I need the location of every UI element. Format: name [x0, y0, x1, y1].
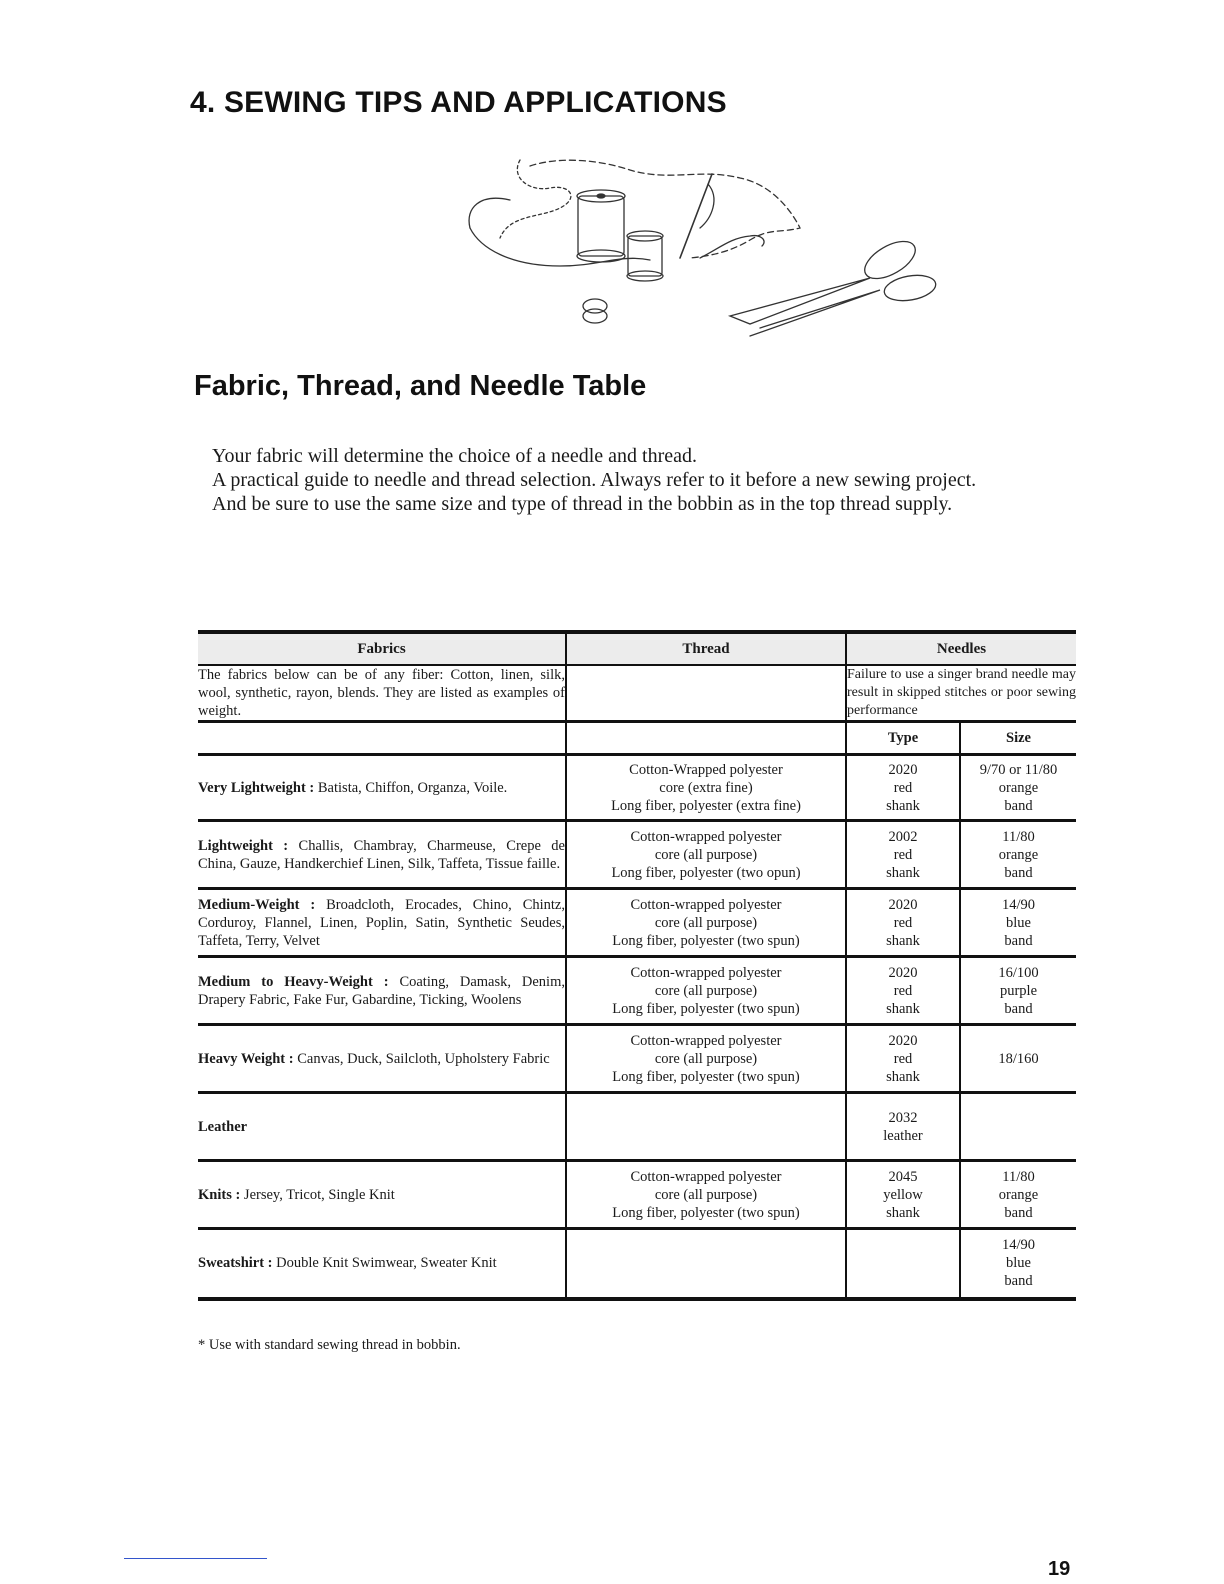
needle-size-cell-line: 18/160 — [998, 1050, 1039, 1067]
needle-type-cell-line: 2045 — [888, 1168, 918, 1185]
page-number: 19 — [1048, 1558, 1071, 1580]
needle-type-cell-line: shank — [886, 1204, 920, 1221]
needle-size-cell — [960, 755, 1076, 821]
thread-cell-line: core (all purpose) — [654, 914, 758, 931]
needle-type-cell-line: 2002 — [888, 828, 918, 845]
needle-size-cell-line: purple — [999, 982, 1038, 999]
needle-type-cell-line: red — [893, 846, 913, 863]
needle-size-cell-line: band — [1004, 1204, 1033, 1221]
needle-size-cell-line: orange — [998, 846, 1039, 863]
needle-size-cell — [960, 889, 1076, 957]
fabric-examples: Challis, Chambray, Charmeuse, Crepe de China, Gauze, Handkerchief Linen, Silk, Taffeta, Tissue faille. — [198, 837, 565, 872]
thread-cell-line: Long fiber, polyester (extra fine) — [611, 797, 801, 814]
thread-cell-line: Cotton-wrapped polyester — [630, 828, 782, 845]
thread-cell-line: core (all purpose) — [654, 1186, 758, 1203]
needle-type-cell-line: shank — [886, 864, 920, 881]
needle-size-cell-line: 9/70 or 11/80 — [979, 761, 1058, 778]
needle-size-cell — [960, 1093, 1076, 1161]
needle-type-cell — [846, 1161, 960, 1229]
needle-size-cell-line: blue — [1006, 914, 1031, 931]
table-row — [198, 821, 1076, 889]
needle-size-cell-line: orange — [998, 1186, 1039, 1203]
thread-cell — [566, 1025, 846, 1093]
fabric-weight-label: Knits : — [198, 1186, 241, 1203]
needle-size-cell-line: orange — [998, 779, 1039, 796]
sewing-supplies-illustration — [450, 148, 950, 348]
fabric-cell — [198, 1229, 566, 1299]
table-row — [198, 1229, 1076, 1299]
needle-type-cell-line: 2020 — [888, 896, 918, 913]
header-needles: Needles — [846, 632, 1076, 665]
thread-cell-line: Cotton-wrapped polyester — [630, 896, 782, 913]
fabric-cell — [198, 755, 566, 821]
needle-size-cell — [960, 957, 1076, 1025]
intro-paragraph — [212, 444, 1072, 516]
needle-size-cell — [960, 1161, 1076, 1229]
footnote: * Use with standard sewing thread in bobbin. — [198, 1337, 461, 1353]
thread-cell-line: Long fiber, polyester (two spun) — [612, 1000, 800, 1017]
needle-type-cell-line: red — [893, 1050, 913, 1067]
header-fabrics: Fabrics — [198, 632, 566, 665]
thread-cell-line: Cotton-wrapped polyester — [630, 1032, 782, 1049]
needle-size-cell — [960, 1229, 1076, 1299]
thread-cell — [566, 889, 846, 957]
needle-size-cell — [960, 821, 1076, 889]
thread-cell — [566, 1229, 846, 1299]
needle-type-cell — [846, 755, 960, 821]
needle-type-cell-line: leather — [883, 1127, 923, 1144]
needle-size-cell — [960, 1025, 1076, 1093]
thread-cell-line: Long fiber, polyester (two spun) — [612, 1068, 800, 1085]
thread-cell-line: Long fiber, polyester (two spun) — [612, 1204, 800, 1221]
fabric-thread-needle-table — [198, 630, 1076, 1301]
subheader-row — [198, 722, 1076, 755]
needle-size-cell-line: band — [1004, 797, 1033, 814]
bottom-rule — [124, 1558, 267, 1559]
needle-size-cell-line: 16/100 — [998, 964, 1039, 981]
thread-cell-line: core (all purpose) — [654, 982, 758, 999]
fabric-examples: Double Knit Swimwear, Sweater Knit — [272, 1255, 497, 1272]
needle-type-cell-line: 2020 — [888, 1032, 918, 1049]
needle-type-cell-line: 2020 — [888, 761, 918, 778]
needle-size-cell-line: band — [1004, 1000, 1033, 1017]
thread-cell-line: Cotton-wrapped polyester — [630, 1168, 782, 1185]
thread-cell-line: Long fiber, polyester (two opun) — [611, 864, 801, 881]
chapter-title: 4. SEWING TIPS AND APPLICATIONS — [190, 86, 727, 119]
subheader-empty — [566, 722, 846, 755]
fabric-examples: Batista, Chiffon, Organza, Voile. — [314, 779, 508, 796]
fabric-examples: Broadcloth, Erocades, Chino, Chintz, Corduroy, Flannel, Linen, Poplin, Satin, Synthetic Seudes, Taffeta, Terry, Velvet — [198, 896, 565, 949]
fabric-note: The fabrics below can be of any fiber: Cotton, linen, silk, wool, synthetic, rayon, blends. They are listed as examples of weight. — [198, 667, 565, 719]
fabric-weight-label: Very Lightweight : — [198, 779, 315, 796]
fabric-examples: Canvas, Duck, Sailcloth, Upholstery Fabric — [293, 1050, 550, 1067]
needle-type-cell-line: red — [893, 982, 913, 999]
table-row — [198, 957, 1076, 1025]
table-row — [198, 1025, 1076, 1093]
needle-type-cell-line: red — [893, 779, 913, 796]
needle-type-cell-line: shank — [886, 1000, 920, 1017]
fabric-cell — [198, 1093, 566, 1161]
thread-cell-line: core (extra fine) — [659, 779, 753, 796]
thread-cell-line: core (all purpose) — [654, 1050, 758, 1067]
needle-type-cell-line: 2020 — [888, 964, 918, 981]
intro-line: Your fabric will determine the choice of a needle and thread. — [212, 445, 697, 467]
needle-type-cell-line: 2032 — [888, 1109, 918, 1126]
thread-cell — [566, 957, 846, 1025]
thread-cell — [566, 1161, 846, 1229]
fabric-weight-label: Medium to Heavy-Weight : — [198, 973, 389, 990]
needle-type-cell-line: yellow — [883, 1186, 923, 1203]
fabric-examples: Coating, Damask, Denim, Drapery Fabric, Fake Fur, Gabardine, Ticking, Woolens — [198, 973, 565, 1008]
needle-note: Failure to use a singer brand needle may result in skipped stitches or poor sewing performance — [846, 665, 1076, 722]
fabric-examples: Jersey, Tricot, Single Knit — [240, 1186, 395, 1203]
fabric-cell — [198, 821, 566, 889]
note-row — [198, 665, 1076, 722]
needle-type-cell-line: shank — [886, 932, 920, 949]
fabric-cell — [198, 957, 566, 1025]
fabric-weight-label: Medium-Weight : — [198, 896, 316, 913]
fabric-cell — [198, 889, 566, 957]
needle-type-cell-line: shank — [886, 797, 920, 814]
needle-size-cell-line: band — [1004, 932, 1033, 949]
intro-line: A practical guide to needle and thread selection. Always refer to it before a new sewing project. — [212, 469, 977, 491]
subheader-size: Size — [960, 722, 1076, 755]
needle-type-cell-line: red — [893, 914, 913, 931]
fabric-cell — [198, 1025, 566, 1093]
thread-cell-line: Long fiber, polyester (two spun) — [612, 932, 800, 949]
thread-note-empty — [566, 665, 846, 722]
thread-cell-line: Cotton-wrapped polyester — [630, 964, 782, 981]
thread-cell-line: Cotton-Wrapped polyester — [629, 761, 783, 778]
table-row — [198, 1093, 1076, 1161]
needle-type-cell — [846, 1229, 960, 1299]
fabric-weight-label: Lightweight : — [198, 837, 289, 854]
needle-size-cell-line: blue — [1006, 1255, 1031, 1272]
fabric-weight-label: Sweatshirt : — [198, 1255, 273, 1272]
needle-type-cell — [846, 957, 960, 1025]
fabric-cell — [198, 1161, 566, 1229]
header-thread: Thread — [566, 632, 846, 665]
needle-size-cell-line: band — [1004, 864, 1033, 881]
needle-type-cell-line: shank — [886, 1068, 920, 1085]
intro-line: And be sure to use the same size and type of thread in the bobbin as in the top thread supply. — [212, 493, 953, 515]
fabric-weight-label: Leather — [198, 1118, 248, 1135]
needle-size-cell-line: 14/90 — [1001, 1237, 1036, 1254]
thread-cell — [566, 755, 846, 821]
needle-size-cell-line: 11/80 — [1002, 828, 1035, 845]
needle-size-cell-line: 14/90 — [1001, 896, 1036, 913]
needle-size-cell-line: 11/80 — [1002, 1168, 1035, 1185]
table-row — [198, 1161, 1076, 1229]
needle-size-cell-line: band — [1004, 1273, 1033, 1290]
needle-type-cell — [846, 821, 960, 889]
thread-cell — [566, 1093, 846, 1161]
thread-cell-line: core (all purpose) — [654, 846, 758, 863]
thread-cell — [566, 821, 846, 889]
table-row — [198, 755, 1076, 821]
section-title: Fabric, Thread, and Needle Table — [194, 370, 647, 402]
subheader-type: Type — [846, 722, 960, 755]
needle-type-cell — [846, 889, 960, 957]
table-row — [198, 889, 1076, 957]
fabric-weight-label: Heavy Weight : — [198, 1050, 294, 1067]
needle-type-cell — [846, 1093, 960, 1161]
subheader-empty — [198, 722, 566, 755]
needle-type-cell — [846, 1025, 960, 1093]
